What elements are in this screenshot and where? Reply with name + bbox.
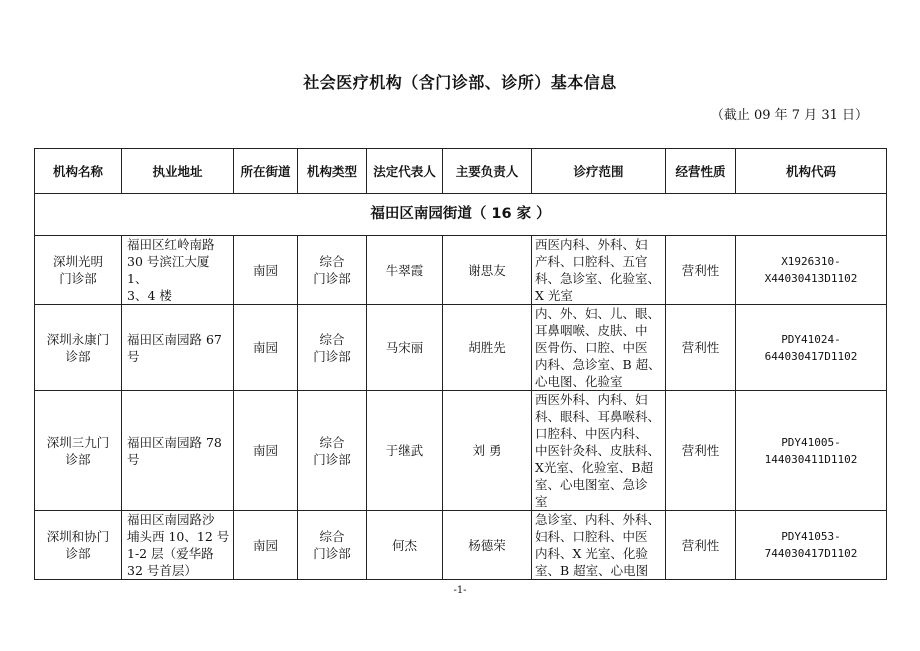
column-header: 主要负责人 [443, 149, 532, 194]
cell-manager: 刘 勇 [443, 391, 532, 511]
cell-line: 门诊部 [313, 348, 351, 364]
cell-line: 门诊部 [313, 451, 351, 467]
cell-line: 综合 [319, 254, 345, 269]
cell-line: 福田区南园路沙 [127, 512, 215, 527]
cell-line: X 光室 [535, 288, 573, 303]
cell-line: 门诊部 [313, 271, 351, 286]
cell-line: 福田区南园路 78 [127, 434, 222, 450]
table-row [35, 305, 887, 391]
cell-line: 1-2 层（爱华路 [127, 546, 214, 561]
column-header: 诊疗范围 [532, 149, 666, 194]
cell-type [298, 391, 367, 511]
cell-manager: 杨德荣 [443, 511, 532, 580]
page-title: 社会医疗机构（含门诊部、诊所）基本信息 [303, 73, 617, 92]
cell-line: 综合 [319, 434, 345, 450]
cell-code: PDY41053-744030417D1102 [736, 511, 887, 580]
cell-line: 深圳和协门 [46, 529, 110, 544]
cell-type [298, 511, 367, 580]
column-header: 法定代表人 [367, 149, 443, 194]
column-header: 执业地址 [122, 149, 234, 194]
cell-line: 号 [127, 348, 140, 364]
cell-line: 室 [535, 494, 548, 509]
cell-scope [532, 305, 666, 391]
cell-line: 产科、口腔科、五官 [535, 254, 648, 269]
cell-address [122, 391, 234, 511]
cell-line: 内科、急诊室、B 超、 [535, 357, 661, 372]
cell-name [35, 236, 122, 305]
table-row [35, 236, 887, 305]
cutoff-date: （截止 09 年 7 月 31 日） [710, 108, 868, 123]
cell-line: 3、4 楼 [127, 288, 172, 303]
cell-nature: 营利性 [666, 305, 736, 391]
cell-legal-rep: 何杰 [367, 511, 443, 580]
column-header: 机构代码 [736, 149, 887, 194]
column-header: 所在街道 [234, 149, 298, 194]
institution-table [34, 148, 887, 580]
cell-code: X1926310-X44030413D1102 [736, 236, 887, 305]
cell-line: 号 [127, 451, 140, 467]
cell-line: 深圳光明 [52, 254, 103, 269]
cell-line: 综合 [319, 331, 345, 347]
cell-street: 南园 [234, 391, 298, 511]
cell-street: 南园 [234, 236, 298, 305]
cell-line: 科、眼科、耳鼻喉科、 [535, 409, 661, 424]
cell-manager: 谢思友 [443, 236, 532, 305]
cell-line: 福田区红岭南路 [127, 237, 215, 252]
cell-address [122, 305, 234, 391]
cell-nature: 营利性 [666, 236, 736, 305]
cell-address [122, 511, 234, 580]
group-row [35, 194, 887, 236]
cell-name [35, 305, 122, 391]
cell-street: 南园 [234, 511, 298, 580]
cell-nature: 营利性 [666, 391, 736, 511]
cell-street: 南园 [234, 305, 298, 391]
cell-scope [532, 236, 666, 305]
cell-line: 妇科、口腔科、中医 [535, 529, 648, 544]
cell-line: 西医外科、内科、妇 [535, 392, 648, 407]
cell-scope [532, 391, 666, 511]
cell-line: 门诊部 [59, 271, 97, 286]
cell-type [298, 305, 367, 391]
cell-line: 福田区南园路 67 [127, 331, 222, 347]
cell-line: X光室、化验室、B超 [535, 460, 654, 475]
cell-type [298, 236, 367, 305]
cell-line: 32 号首层） [127, 563, 197, 578]
cell-line: 内科、X 光室、化验 [535, 546, 648, 561]
group-label: 福田区南园街道（ 16 家 ） [35, 194, 887, 236]
cell-name [35, 391, 122, 511]
table-header-row [35, 149, 887, 194]
cell-line: 急诊室、内科、外科、 [535, 512, 661, 527]
cell-line: 综合 [319, 529, 345, 544]
cell-line: 内、外、妇、儿、眼、 [535, 306, 661, 321]
cell-line: 室、B 超室、心电图 [535, 563, 649, 578]
cell-line: 30 号滨江大厦 1、 [127, 254, 210, 286]
cell-line: 诊部 [65, 348, 91, 364]
cell-line: 室、心电图室、急诊 [535, 477, 648, 492]
cell-line: 西医内科、外科、妇 [535, 237, 648, 252]
cell-legal-rep: 马宋丽 [367, 305, 443, 391]
cell-legal-rep: 牛翠霞 [367, 236, 443, 305]
cell-line: 深圳永康门 [46, 331, 110, 347]
column-header: 经营性质 [666, 149, 736, 194]
cell-line: 诊部 [65, 451, 91, 467]
cell-line: 诊部 [65, 546, 91, 561]
cell-line: 门诊部 [313, 546, 351, 561]
cell-address [122, 236, 234, 305]
cell-code: PDY41005-144030411D1102 [736, 391, 887, 511]
cell-code: PDY41024-644030417D1102 [736, 305, 887, 391]
column-header: 机构名称 [35, 149, 122, 194]
cell-line: 埔头西 10、12 号 [127, 529, 230, 544]
cell-manager: 胡胜先 [443, 305, 532, 391]
cell-name [35, 511, 122, 580]
cell-line: 口腔科、中医内科、 [535, 426, 648, 441]
cell-nature: 营利性 [666, 511, 736, 580]
cell-line: 科、急诊室、化验室、 [535, 271, 661, 286]
table-row [35, 511, 887, 580]
column-header: 机构类型 [298, 149, 367, 194]
cell-line: 医骨伤、口腔、中医 [535, 340, 648, 355]
cell-scope [532, 511, 666, 580]
table-row [35, 391, 887, 511]
cell-legal-rep: 于继武 [367, 391, 443, 511]
cell-line: 深圳三九门 [46, 434, 110, 450]
page-number: -1- [453, 585, 467, 596]
cell-line: 中医针灸科、皮肤科、 [535, 443, 661, 458]
cell-line: 心电图、化验室 [535, 374, 623, 389]
cell-line: 耳鼻咽喉、皮肤、中 [535, 323, 648, 338]
